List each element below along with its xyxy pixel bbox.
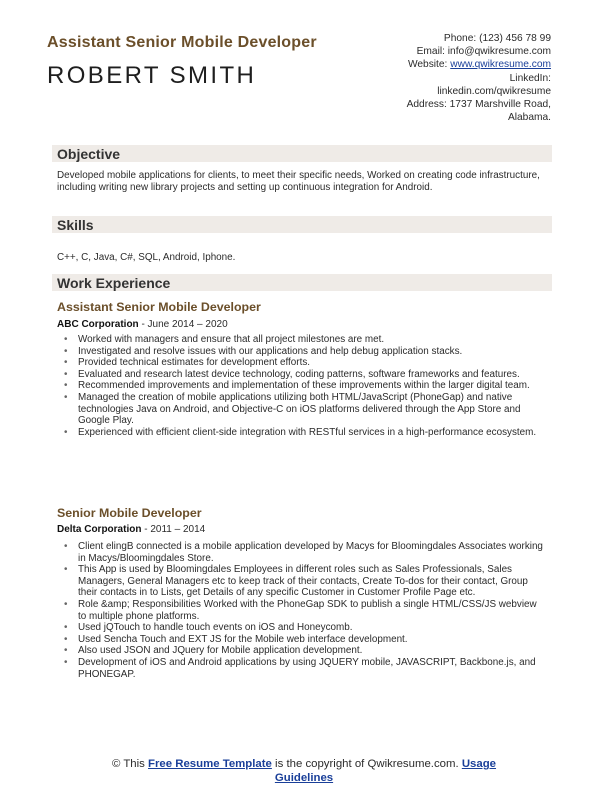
- list-item: [62, 334, 544, 346]
- free-resume-template-link[interactable]: Free Resume Template: [148, 758, 272, 770]
- bullet-text: Worked with managers and ensure that all project milestones are met.: [78, 334, 385, 345]
- section-title-skills: Skills: [57, 217, 94, 233]
- section-header-skills: [52, 216, 552, 233]
- bullet-icon: •: [64, 426, 68, 438]
- linkedin-label: LinkedIn:: [509, 72, 551, 84]
- footer-copyright: [84, 758, 524, 785]
- company-line-1: [57, 319, 228, 330]
- bullet-icon: •: [64, 368, 68, 380]
- bullet-text: This App is used by Bloomingdales Employees in different roles such as Sales Professionals, Sales Managers, General Managers etc to keep track of their contacts, Create To-dos for their contact, Group their contacts in to Lists, get Details of any specific Customer in Customer Profile Page etc.: [78, 564, 528, 599]
- list-item: [62, 427, 544, 439]
- list-item: [62, 622, 544, 634]
- contact-block: [351, 32, 551, 124]
- bullet-text: Used Sencha Touch and EXT JS for the Mobile web interface development.: [78, 633, 408, 645]
- list-item: [62, 392, 544, 427]
- address-line1: 1737 Marshville Road,: [449, 99, 551, 111]
- bullet-text: Investigated and resolve issues with our applications and help debug application stacks.: [78, 345, 463, 357]
- email-line: [351, 45, 551, 58]
- list-item: [62, 564, 544, 599]
- bullet-icon: •: [64, 380, 68, 392]
- job-2-bullets: [62, 541, 544, 680]
- resume-header: [47, 30, 565, 130]
- bullet-text: Used jQTouch to handle touch events on iOS and Honeycomb.: [78, 622, 353, 634]
- footer-middle: is the copyright of Qwikresume.com.: [271, 758, 462, 770]
- bullet-icon: •: [64, 391, 68, 403]
- objective-text: Developed mobile applications for clients, to meet their specific needs, Worked on creating code infrastructure, including writing new library projects and setting up continuous integration for Android.: [57, 170, 540, 193]
- job-1-bullets: [62, 334, 544, 438]
- usage-guidelines-link[interactable]: Usage Guidelines: [274, 758, 497, 784]
- list-item: [62, 645, 544, 657]
- person-name: ROBERT SMITH: [47, 62, 257, 89]
- bullet-icon: •: [64, 541, 68, 552]
- email-label: Email:: [416, 46, 445, 58]
- website-label: Website:: [407, 59, 448, 71]
- skills-text: C++, C, Java, C#, SQL, Android, Iphone.: [57, 252, 236, 263]
- phone-value: (123) 456 78 99: [479, 33, 551, 44]
- linkedin-value: linkedin.com/qwikresume: [437, 85, 551, 97]
- bullet-icon: •: [64, 345, 68, 357]
- bullet-icon: •: [64, 334, 68, 345]
- website-link[interactable]: www.qwikresume.com: [450, 59, 551, 71]
- email-value: info@qwikresume.com: [447, 46, 551, 58]
- bullet-icon: •: [64, 357, 68, 369]
- job-title: Assistant Senior Mobile Developer: [47, 34, 317, 51]
- address-line: [351, 98, 551, 111]
- footer-prefix: © This: [111, 758, 149, 770]
- section-header-objective: [52, 145, 552, 162]
- bullet-text: Client elingB connected is a mobile application developed by Macys for Bloomingdales Associates working in Macys/Bloomingdales Store.: [78, 541, 543, 564]
- bullet-text: Evaluated and research latest device technology, coding patterns, software frameworks and features.: [78, 368, 520, 380]
- bullet-icon: •: [64, 656, 68, 668]
- bullet-icon: •: [64, 645, 68, 657]
- company-name-2: Delta Corporation: [57, 524, 142, 535]
- job-title-1: Assistant Senior Mobile Developer: [57, 300, 261, 314]
- bullet-text: Experienced with efficient client-side integration with RESTful services in a high-performance ecosystem.: [78, 426, 537, 438]
- bullet-icon: •: [64, 598, 68, 610]
- list-item: [62, 357, 544, 369]
- company-line-2: [57, 524, 205, 535]
- bullet-icon: •: [64, 564, 68, 576]
- phone-label: Phone:: [443, 33, 477, 44]
- bullet-text: Role &amp; Responsibilities Worked with the PhoneGap SDK to publish a single HTML/CSS/JS webview to multiple phone platforms.: [78, 598, 537, 622]
- list-item: [62, 369, 544, 381]
- bullet-text: Recommended improvements and implementation of these improvements within the larger digital team.: [78, 380, 530, 392]
- list-item: [62, 634, 544, 646]
- bullet-icon: •: [64, 622, 68, 634]
- website-line: [351, 58, 551, 71]
- address-line2: Alabama.: [507, 112, 551, 124]
- list-item: [62, 541, 544, 564]
- section-header-work-experience: [52, 274, 552, 291]
- address-label: Address:: [406, 99, 447, 111]
- company-name-1: ABC Corporation: [57, 319, 139, 330]
- list-item: [62, 599, 544, 622]
- section-title-objective: Objective: [57, 146, 121, 162]
- bullet-icon: •: [64, 633, 68, 645]
- phone-line: [351, 32, 551, 45]
- section-title-work-experience: Work Experience: [57, 275, 171, 291]
- job-dates-1: - June 2014 – 2020: [138, 319, 228, 330]
- bullet-text: Managed the creation of mobile applications utilizing both HTML/JavaScript (PhoneGap) and native technologies Java on Android, and Objective-C on iOS platforms delivered through the App Store and Google Play.: [78, 391, 521, 427]
- bullet-text: Provided technical estimates for development efforts.: [78, 357, 310, 369]
- list-item: [62, 346, 544, 358]
- bullet-text: Also used JSON and JQuery for Mobile application development.: [78, 645, 363, 657]
- bullet-text: Development of iOS and Android applications by using JQUERY mobile, JAVASCRIPT, Backbone.js, and PHONEGAP.: [78, 656, 536, 680]
- list-item: [62, 657, 544, 680]
- job-title-2: Senior Mobile Developer: [57, 506, 202, 520]
- job-dates-2: - 2011 – 2014: [141, 524, 206, 535]
- list-item: [62, 380, 544, 392]
